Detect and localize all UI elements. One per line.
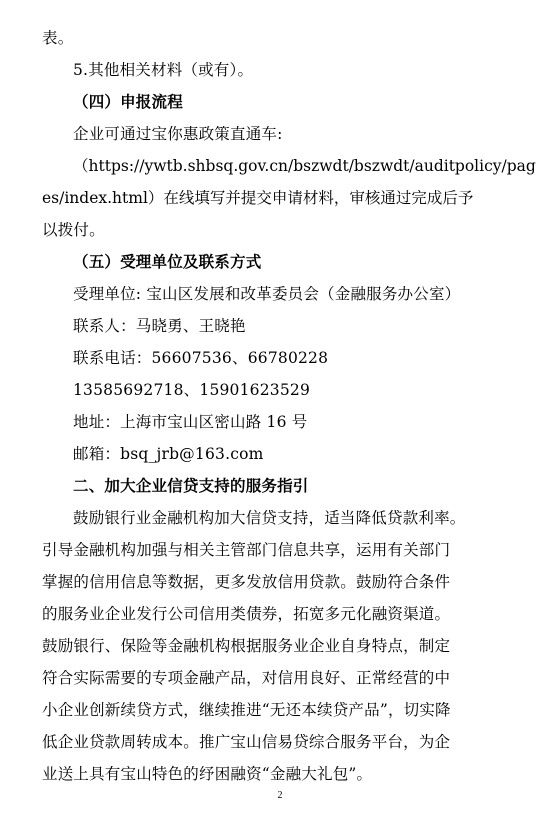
contact-phone: 联系电话：56607536、66780228 [73,349,329,367]
section-heading-contact: （五）受理单位及联系方式 [73,253,262,271]
paragraph-line: 引导金融机构加强与相关主管部门信息共享，运用有关部门 [42,541,451,559]
paragraph-line: 掌握的信用信息等数据，更多发放信用贷款。鼓励符合条件 [42,573,451,591]
url-line: （https://ywtb.shbsq.gov.cn/bszwdt/bszwdt/auditpolicy/pag [73,157,536,175]
section-heading-credit-support: 二、加大企业信贷支持的服务指引 [73,477,309,495]
contact-address: 地址：上海市宝山区密山路 16 号 [73,413,308,431]
text-line: 以拨付。 [42,221,105,239]
text-line: 企业可通过宝你惠政策直通车: [73,125,283,143]
contact-mobile: 13585692718、15901623529 [73,381,311,399]
page-number: 2 [277,790,283,801]
paragraph-line: 小企业创新续贷方式，继续推进“无还本续贷产品”，切实降 [42,701,451,719]
section-heading-application-process: （四）申报流程 [73,93,183,111]
contact-unit: 受理单位: 宝山区发展和改革委员会（金融服务办公室） [73,285,461,303]
text-line: 表。 [42,29,74,47]
paragraph-line: 鼓励银行、保险等金融机构根据服务业企业自身特点，制定 [42,637,451,655]
contact-email: 邮箱：bsq_jrb@163.com [73,445,264,463]
list-item-other-materials: 5.其他相关材料（或有）。 [73,61,254,79]
paragraph-line: 的服务业企业发行公司信用类债券，拓宽多元化融资渠道。 [42,605,451,623]
paragraph-line: 符合实际需要的专项金融产品，对信用良好、正常经营的中 [42,669,451,687]
contact-person: 联系人：马晓勇、王晓艳 [73,317,246,335]
text-line: es/index.html）在线填写并提交申请材料，审核通过完成后予 [42,189,474,207]
paragraph-line: 鼓励银行业金融机构加大信贷支持，适当降低贷款利率。 [73,509,466,527]
paragraph-line: 业送上具有宝山特色的纾困融资“金融大礼包”。 [42,765,373,783]
paragraph-line: 低企业贷款周转成本。推广宝山信易贷综合服务平台，为企 [42,733,451,751]
